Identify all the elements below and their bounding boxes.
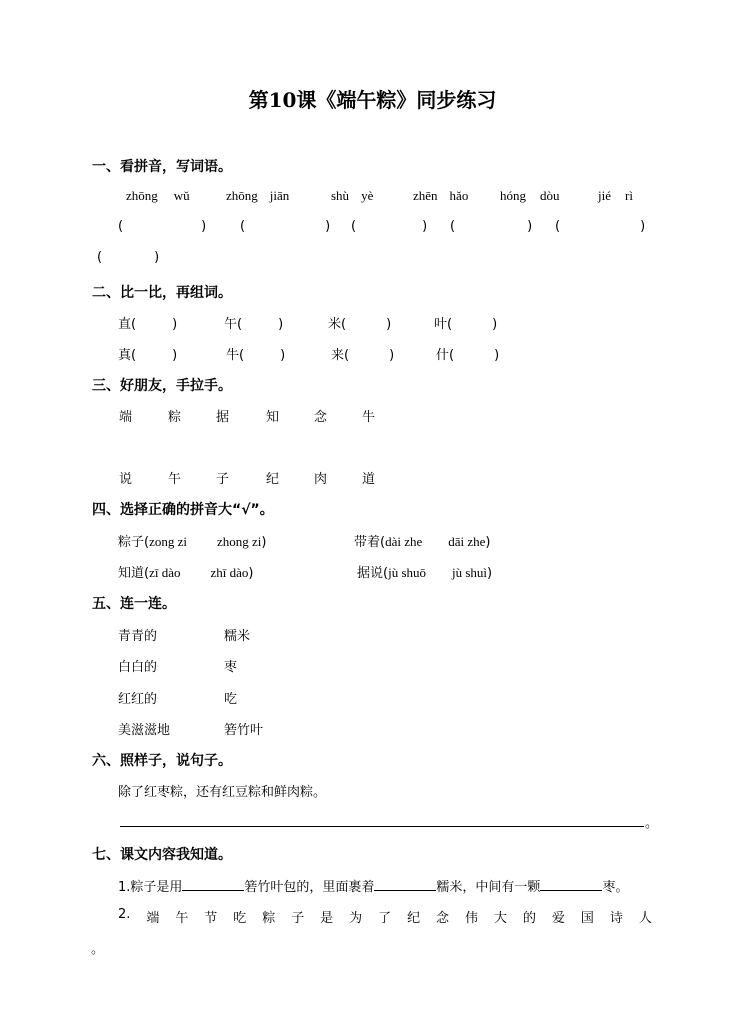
match-char: 子 bbox=[216, 472, 230, 487]
compare-item: 米( ) bbox=[328, 317, 392, 332]
pinyin-group-3 bbox=[331, 188, 373, 204]
sentence-period: 。 bbox=[645, 816, 659, 831]
pinyin-group-4 bbox=[413, 188, 468, 204]
pinyin-option[interactable]: zī dào bbox=[149, 565, 181, 580]
section-6-heading: 六、照样子，说句子。 bbox=[92, 753, 232, 769]
compare-item: 什( ) bbox=[436, 348, 500, 363]
match-char: 午 bbox=[168, 472, 182, 487]
match-char: 说 bbox=[119, 472, 133, 487]
question-2-period: 。 bbox=[91, 942, 105, 957]
connect-left-item[interactable]: 红红的 bbox=[118, 692, 158, 707]
pinyin-choice-item: 带着(dài zhe dāi zhe) bbox=[354, 534, 491, 550]
pinyin: zhōng bbox=[126, 188, 158, 203]
connect-left-item[interactable]: 青青的 bbox=[118, 629, 158, 644]
compare-item: 午( ) bbox=[224, 317, 284, 332]
section-7-heading: 七、课文内容我知道。 bbox=[92, 847, 232, 863]
connect-right-item[interactable]: 吃 bbox=[224, 692, 238, 707]
pinyin-option[interactable]: dāi zhe bbox=[448, 534, 486, 549]
example-sentence: 除了红枣粽，还有红豆粽和鲜肉粽。 bbox=[118, 785, 327, 800]
pinyin: yè bbox=[361, 188, 374, 203]
section-1-heading: 一、看拼音，写词语。 bbox=[92, 159, 232, 175]
match-char: 粽 bbox=[168, 410, 182, 425]
connect-left-item[interactable]: 白白的 bbox=[118, 660, 158, 675]
section-2-heading: 二、比一比，再组词。 bbox=[92, 285, 232, 301]
answer-blank[interactable]: ( ) bbox=[240, 219, 331, 234]
compare-item: 直( ) bbox=[118, 317, 178, 332]
pinyin: shù bbox=[331, 188, 350, 203]
section-4-heading: 四、选择正确的拼音大“√”。 bbox=[92, 502, 274, 518]
compare-item: 叶( ) bbox=[434, 317, 498, 332]
pinyin-option[interactable]: zhong zi bbox=[216, 534, 262, 549]
pinyin: jié bbox=[598, 188, 611, 203]
pinyin-choice-item: 据说(jù shuō jù shuì) bbox=[357, 565, 493, 581]
match-char: 端 bbox=[119, 410, 133, 425]
fill-blank[interactable] bbox=[182, 878, 244, 891]
pinyin-option[interactable]: jù shuì bbox=[452, 565, 488, 580]
answer-line[interactable] bbox=[120, 826, 644, 827]
pinyin: zhōng bbox=[226, 188, 258, 203]
pinyin: jiān bbox=[269, 188, 290, 203]
match-char: 纪 bbox=[266, 472, 280, 487]
pinyin-option[interactable]: dài zhe bbox=[385, 534, 423, 549]
pinyin-option[interactable]: jù shuō bbox=[388, 565, 426, 580]
section-3-heading: 三、好朋友，手拉手。 bbox=[92, 378, 232, 394]
pinyin: dòu bbox=[540, 188, 560, 203]
match-char: 知 bbox=[266, 410, 280, 425]
pinyin-choice-item: 粽子(zong zi zhong zi) bbox=[118, 534, 267, 550]
page-title: 第10课《端午粽》同步练习 bbox=[248, 88, 497, 112]
pinyin-option[interactable]: zong zi bbox=[149, 534, 187, 549]
fill-blank-question-2: 2. 端 午 节 吃 粽 子 是 为 了 纪 念 伟 大 的 爱 国 诗 人 bbox=[118, 907, 652, 926]
answer-blank[interactable]: ( ) bbox=[118, 219, 207, 234]
connect-right-item[interactable]: 枣 bbox=[224, 660, 238, 675]
answer-blank[interactable]: ( ) bbox=[450, 219, 533, 234]
connect-left-item[interactable]: 美滋滋地 bbox=[118, 723, 171, 738]
compare-item: 来( ) bbox=[331, 348, 395, 363]
pinyin-group-2 bbox=[226, 188, 289, 204]
pinyin: hóng bbox=[500, 188, 526, 203]
fill-blank[interactable] bbox=[374, 878, 436, 891]
answer-blank[interactable]: ( ) bbox=[555, 219, 646, 234]
match-char: 牛 bbox=[362, 410, 376, 425]
connect-right-item[interactable]: 箬竹叶 bbox=[224, 723, 264, 738]
match-char: 道 bbox=[362, 472, 376, 487]
match-char: 据 bbox=[216, 410, 230, 425]
match-char: 念 bbox=[314, 410, 328, 425]
fill-blank[interactable] bbox=[540, 878, 602, 891]
compare-item: 牛( ) bbox=[226, 348, 286, 363]
pinyin-option[interactable]: zhī dào bbox=[210, 565, 249, 580]
pinyin: hǎo bbox=[449, 188, 469, 203]
pinyin: wǔ bbox=[173, 188, 190, 203]
pinyin-group-6 bbox=[598, 188, 633, 204]
section-5-heading: 五、连一连。 bbox=[92, 596, 176, 612]
match-char: 肉 bbox=[314, 472, 328, 487]
connect-right-item[interactable]: 糯米 bbox=[224, 629, 251, 644]
pinyin-choice-item: 知道(zī dào zhī dào) bbox=[118, 565, 254, 581]
pinyin-group-5 bbox=[500, 188, 560, 204]
fill-blank-question-1: 1.粽子是用 箬竹叶包的，里面裹着 糯米，中间有一颗 枣。 bbox=[118, 880, 629, 895]
pinyin-group-1 bbox=[126, 188, 190, 204]
answer-blank[interactable]: ( ) bbox=[351, 219, 428, 234]
answer-blank[interactable]: ( ) bbox=[97, 250, 160, 265]
compare-item: 真( ) bbox=[118, 348, 178, 363]
pinyin: rì bbox=[625, 188, 633, 203]
pinyin: zhēn bbox=[413, 188, 438, 203]
